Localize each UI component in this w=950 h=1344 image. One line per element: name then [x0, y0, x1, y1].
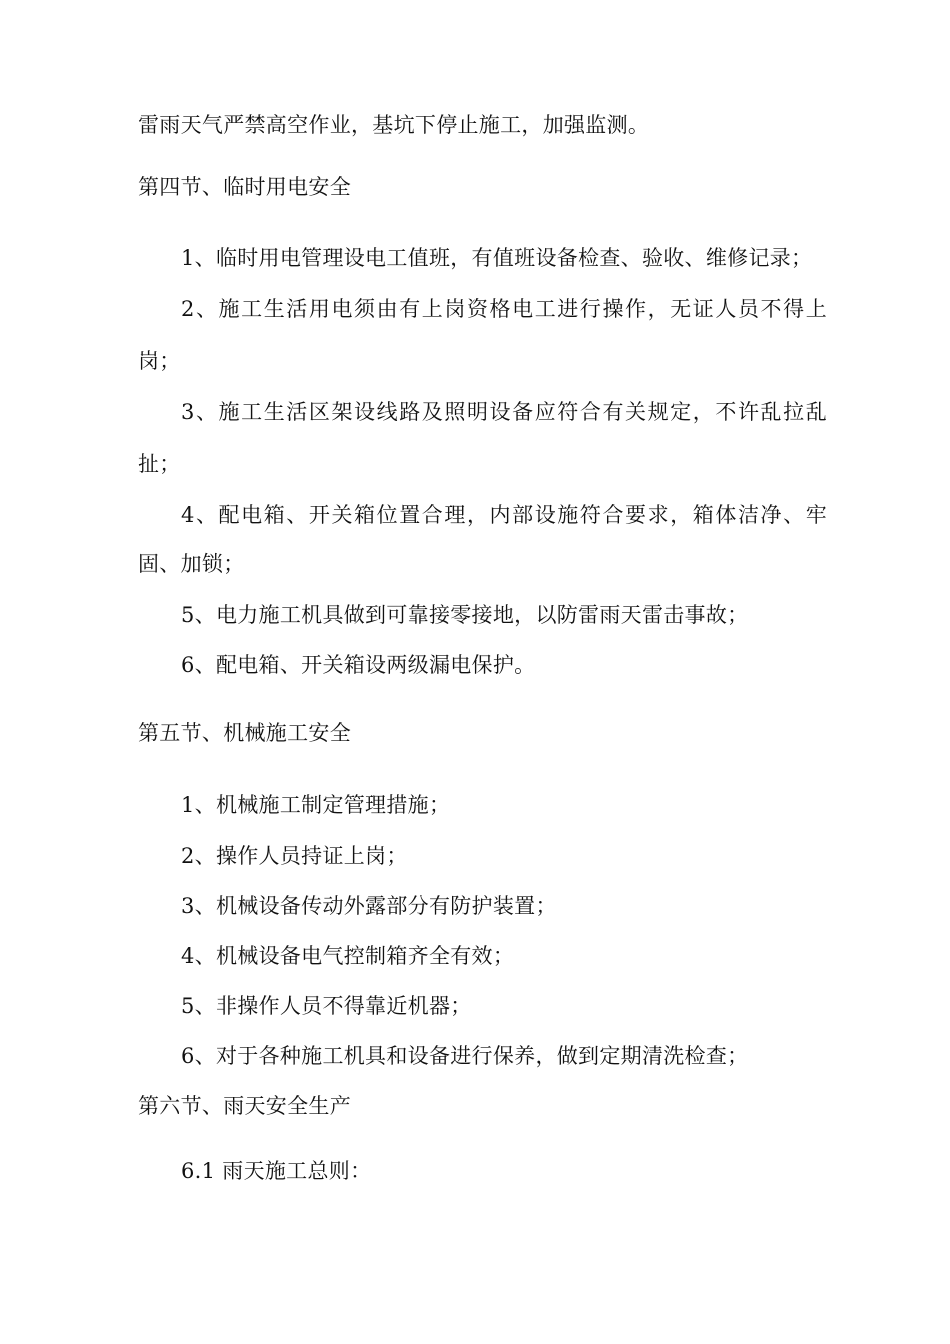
subsection-heading: 6.1 雨天施工总则：: [181, 1159, 372, 1183]
list-item: 1、机械施工制定管理措施；: [181, 793, 451, 817]
list-item: 6、配电箱、开关箱设两级漏电保护。: [181, 653, 536, 677]
list-item-continuation: 岗；: [138, 349, 181, 373]
list-item: 3、机械设备传动外露部分有防护装置；: [181, 894, 557, 918]
list-item: 5、电力施工机具做到可靠接零接地，以防雷雨天雷击事故；: [181, 603, 749, 627]
section-heading-4: 第四节、临时用电安全: [138, 175, 351, 199]
list-item: 4、配电箱、开关箱位置合理，内部设施符合要求，箱体洁净、牢: [181, 503, 827, 527]
list-item: 2、施工生活用电须由有上岗资格电工进行操作，无证人员不得上: [181, 297, 827, 321]
list-item: 6、对于各种施工机具和设备进行保养，做到定期清洗检查；: [181, 1044, 749, 1068]
list-item: 3、施工生活区架设线路及照明设备应符合有关规定，不许乱拉乱: [181, 400, 827, 424]
list-item: 1、临时用电管理设电工值班，有值班设备检查、验收、维修记录；: [181, 246, 813, 270]
list-item: 2、操作人员持证上岗；: [181, 844, 408, 868]
list-item-continuation: 扯；: [138, 452, 181, 476]
list-item: 4、机械设备电气控制箱齐全有效；: [181, 944, 515, 968]
list-item-continuation: 固、加锁；: [138, 552, 245, 576]
list-item: 5、非操作人员不得靠近机器；: [181, 994, 472, 1018]
section-heading-6: 第六节、雨天安全生产: [138, 1094, 351, 1118]
section-heading-5: 第五节、机械施工安全: [138, 721, 351, 745]
paragraph-line: 雷雨天气严禁高空作业，基坑下停止施工，加强监测。: [138, 113, 650, 137]
